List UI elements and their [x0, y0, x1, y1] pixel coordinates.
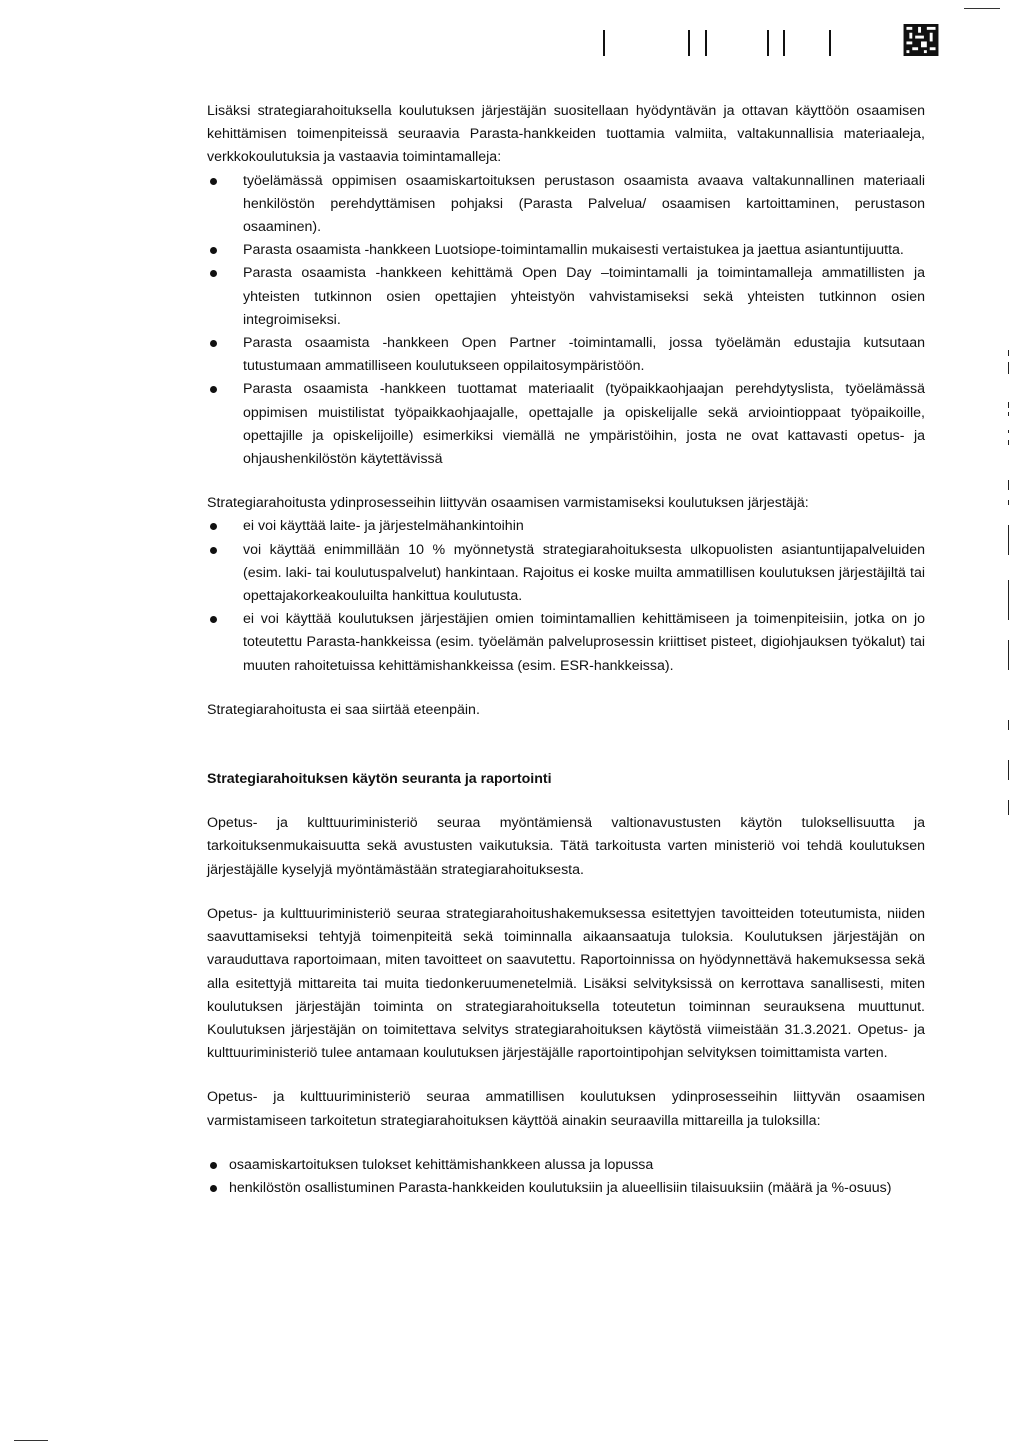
restrictions-list [207, 515, 925, 677]
intro-paragraph: Lisäksi strategiarahoituksella koulutuksen järjestäjän suositellaan hyödyntävän ja ottavan käyttöön osaamisen kehittämisen toimenpiteissä seuraavia Parasta-hankkeiden tuottamia valmiita, valtakunnallisia materiaaleja, verkkokoulutuksia ja vastaavia toimintamalleja: [207, 103, 925, 166]
restrictions-paragraph: Strategiarahoitusta ydinprosesseihin liittyvän osaamisen varmistamiseksi koulutuksen järjestäjä: [207, 495, 809, 512]
list-item: työelämässä oppimisen osaamiskartoituksen perustason osaamista avaava valtakunnallinen materiaali henkilöstön perehdyttämisen pohjaksi (Parasta Palvelua/ osaamisen kartoittaminen, perustason osaaminen). [207, 170, 925, 240]
monitoring-paragraph: Opetus- ja kulttuuriministeriö seuraa myöntämiensä valtionavustusten käytön tuloksellisuutta ja tarkoituksenmukaisuutta sekä avustusten vaikutuksia. Tätä tarkoitusta varten ministeriö voi tehdä koulutuksen järjestäjälle kyselyjä myöntämästään strategiarahoituksesta. [207, 815, 925, 878]
corner-line [14, 1440, 48, 1441]
list-item: Parasta osaamista -hankkeen tuottamat materiaalit (työpaikkaohjaajan perehdytyslista, työelämässä oppimisen muistilistat työpaikkaohjaajalle, opettajalle ja opiskelijalle sekä arviointioppaat työpaikoille, opettajille ja opiskelijoille) esimerkiksi viemällä ne ympäristöihin, josta ne ovat kattavasti opetus- ja ohjaushenkilöstön käytettävissä [207, 378, 925, 471]
transfer-paragraph: Strategiarahoitusta ei saa siirtää eteenpäin. [207, 701, 480, 718]
section-heading: Strategiarahoituksen käytön seuranta ja raportointi [207, 771, 552, 788]
bullet-icon [210, 340, 217, 347]
corner-line [964, 8, 1000, 9]
list-item: ei voi käyttää koulutuksen järjestäjien omien toimintamallien kehittämiseen ja toimenpiteisiin, jotka on jo toteutettu Parasta-hankkeissa (esim. työelämän palveluprosessin kriittiset pisteet, digiohjauksen työkalut) tai muuten rahoitetuissa kehittämishankkeissa (esim. ESR-hankkeissa). [207, 608, 925, 678]
list-item: Parasta osaamista -hankkeen Open Partner -toimintamalli, jossa työelämän edustajia kutsutaan tutustumaan ammatilliseen koulutukseen oppilaitosympäristöön. [207, 332, 925, 378]
bullet-icon [210, 616, 217, 623]
metrics-list [207, 1154, 925, 1200]
margin-scan-marks [1004, 350, 1016, 820]
bullet-icon [210, 247, 217, 254]
bullet-icon [210, 1162, 217, 1169]
header-mark [829, 30, 831, 56]
list-item: Parasta osaamista -hankkeen Luotsiope-toimintamallin mukaisesti vertaistukea ja jaettua asiantuntijuutta. [207, 239, 925, 262]
bullet-icon [210, 523, 217, 530]
header-mark [705, 30, 707, 56]
materials-list [207, 170, 925, 472]
list-item: henkilöstön osallistuminen Parasta-hankkeiden koulutuksiin ja alueellisiin tilaisuuksiin (määrä ja %-osuus) [207, 1177, 925, 1200]
bullet-icon [210, 178, 217, 185]
header-mark [767, 30, 769, 56]
header-mark [783, 30, 785, 56]
list-item: osaamiskartoituksen tulokset kehittämishankkeen alussa ja lopussa [207, 1154, 925, 1177]
list-item: voi käyttää enimmillään 10 % myönnetystä strategiarahoituksesta ulkopuolisten asiantuntijapalveluiden (esim. laki- tai koulutuspalvelut) hankintaan. Rajoitus ei koske muilta ammatillisen koulutuksen järjestäjiltä tai opettajakorkeakouluilta hankittua koulutusta. [207, 539, 925, 609]
qr-code-icon [903, 24, 939, 56]
reporting-paragraph: Opetus- ja kulttuuriministeriö seuraa strategiarahoitushakemuksessa esitettyjen tavoitteiden toteutumista, niiden saavuttamiseksi tehtyjä toimenpiteitä sekä toiminnalla aikaansaatuja tuloksia. Koulutuksen järjestäjän on varauduttava raportoimaan, miten tavoitteet on saavutettu. Raportoinnissa on hyödynnettävä hakemuksessa sekä alla esitettyjä mittareita tai muita tiedonkeruumenetelmiä. Lisäksi selvityksissä on kerrottava sanallisesti, miten koulutuksen järjestäjän toiminta on strategiarahoituksella toteutetun toiminnan seurauksena muuttunut. Koulutuksen järjestäjän on toimitettava selvitys strategiarahoituksen käytöstä viimeistään 31.3.2021. Opetus- ja kulttuuriministeriö tulee antamaan koulutuksen järjestäjälle raportointipohjan selvityksen toimittamista varten. [207, 905, 925, 1062]
list-item: Parasta osaamista -hankkeen kehittämä Open Day –toimintamalli ja toimintamalleja ammatillisten ja yhteisten tutkinnon osien opettajien yhteistyön vahvistamiseksi sekä yhteisten tutkinnon osien integroimiseksi. [207, 262, 925, 332]
bullet-icon [210, 547, 217, 554]
list-item: ei voi käyttää laite- ja järjestelmähankintoihin [207, 515, 925, 538]
document-body [207, 100, 925, 1200]
header-mark [688, 30, 690, 56]
header-mark [603, 30, 605, 56]
metrics-paragraph: Opetus- ja kulttuuriministeriö seuraa ammatillisen koulutuksen ydinprosesseihin liittyvän osaamisen varmistamiseen tarkoitetun strategiarahoituksen käyttöä ainakin seuraavilla mittareilla ja tuloksilla: [207, 1089, 925, 1129]
bullet-icon [210, 1185, 217, 1192]
bullet-icon [210, 270, 217, 277]
bullet-icon [210, 386, 217, 393]
